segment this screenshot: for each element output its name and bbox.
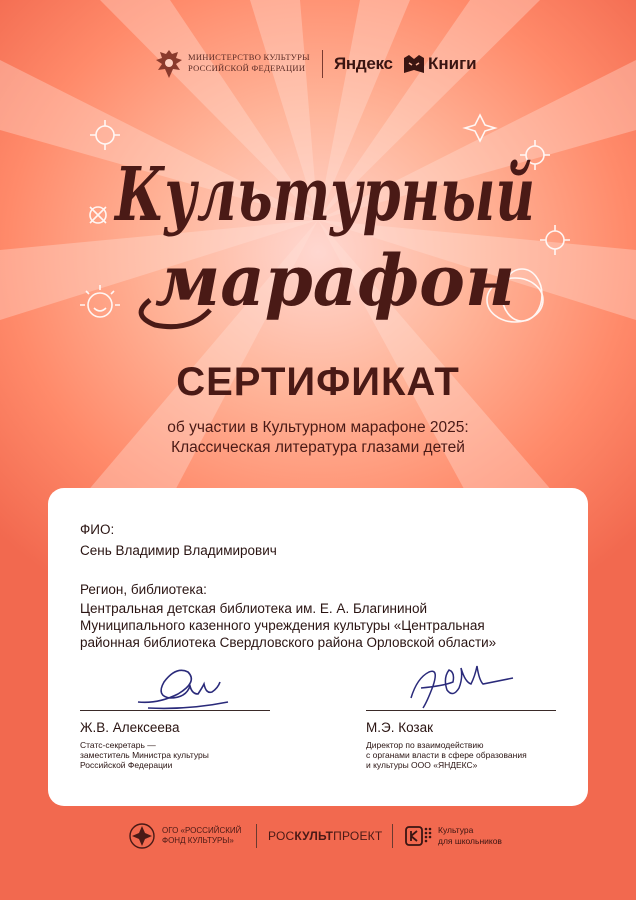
knigi-wordmark: Книги — [428, 54, 477, 73]
subtitle-line-2: Классическая литература глазами детей — [171, 439, 465, 456]
signatory-2-role — [366, 740, 566, 770]
title-line-2: марафон — [155, 239, 515, 322]
marathon-title-lettering — [60, 100, 580, 350]
signature-2 — [403, 658, 523, 714]
certificate-card — [48, 488, 588, 806]
library-value — [80, 600, 580, 651]
header-divider — [322, 50, 323, 78]
project-bold: КУЛЬТ — [294, 829, 334, 843]
name-label: ФИО: — [80, 522, 115, 537]
region-label: Регион, библиотека: — [80, 582, 207, 597]
signatory-1-role — [80, 740, 280, 770]
ministry-line-2: РОССИЙСКОЙ ФЕДЕРАЦИИ — [188, 63, 306, 73]
signatory-2-role-line-3: и культуры ООО «ЯНДЕКС» — [366, 760, 478, 770]
culture-fund-name — [162, 826, 252, 846]
ministry-name — [188, 52, 318, 74]
signatory-2-role-line-1: Директор по взаимодействию — [366, 740, 484, 750]
culture-for-schoolchildren-name — [438, 825, 528, 847]
header — [0, 46, 636, 82]
culture-fund-logo-icon — [128, 822, 156, 850]
cat-book-logo-icon — [403, 54, 425, 74]
signature-line-1 — [80, 710, 270, 711]
signature-line-2 — [366, 710, 556, 711]
name-value: Сень Владимир Владимирович — [80, 543, 277, 558]
library-line-3: районная библиотека Свердловского района Орловской области» — [80, 635, 497, 650]
footer-divider-1 — [256, 824, 257, 848]
subtitle-line-1: об участии в Культурном марафоне 2025: — [167, 419, 469, 436]
fund-line-1: ОГО «РОССИЙСКИЙ — [162, 826, 242, 835]
library-line-1: Центральная детская библиотека им. Е. А. Благининой — [80, 601, 427, 616]
culture-line-1: Культура — [438, 825, 474, 835]
fund-line-2: ФОНД КУЛЬТУРЫ» — [162, 836, 234, 845]
title-line-1: Культурный — [113, 152, 536, 238]
roskultproekt-wordmark — [268, 829, 382, 843]
project-post: ПРОЕКТ — [333, 829, 383, 843]
library-line-2: Муниципального казенного учреждения культуры «Центральная — [80, 618, 485, 633]
signatory-2-name: М.Э. Козак — [366, 720, 434, 735]
culture-line-2: для школьников — [438, 836, 502, 846]
signatory-1-role-line-1: Статс-секретарь — — [80, 740, 156, 750]
signatory-1-name: Ж.В. Алексеева — [80, 720, 180, 735]
footer — [0, 818, 636, 858]
culture-for-schoolchildren-logo-icon — [404, 823, 434, 849]
yandex-wordmark: Яндекс — [334, 54, 393, 73]
certificate-subtitle — [0, 418, 636, 458]
project-pre: РОС — [268, 829, 295, 843]
signatory-1-role-line-2: заместитель Министра культуры — [80, 750, 209, 760]
signature-1 — [128, 664, 238, 714]
footer-divider-2 — [392, 824, 393, 848]
signatory-1-role-line-3: Российской Федерации — [80, 760, 173, 770]
certificate-title: СЕРТИФИКАТ — [176, 360, 460, 404]
coat-of-arms-icon — [154, 48, 184, 80]
ministry-line-1: МИНИСТЕРСТВО КУЛЬТУРЫ — [188, 52, 310, 62]
signatory-2-role-line-2: с органами власти в сфере образования — [366, 750, 527, 760]
